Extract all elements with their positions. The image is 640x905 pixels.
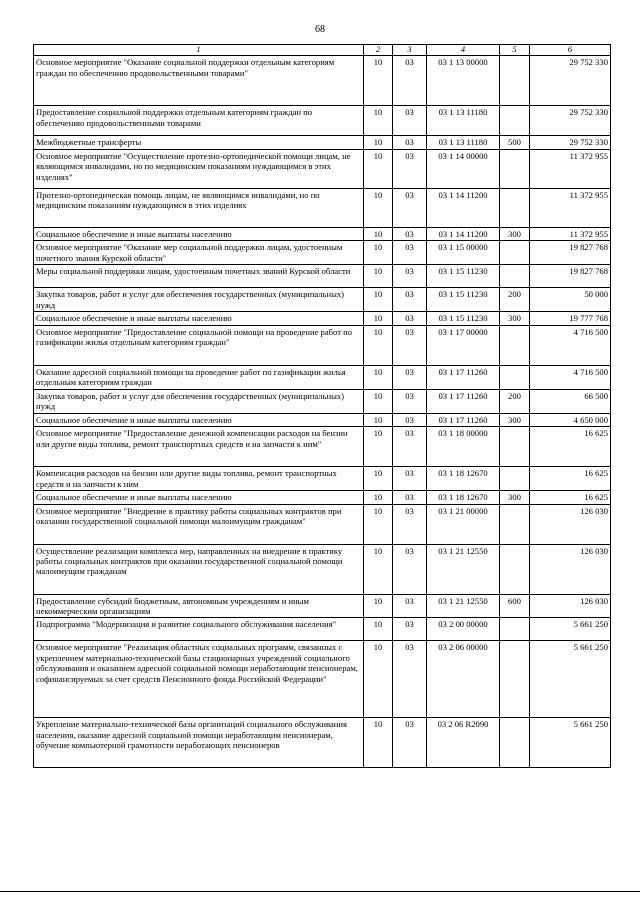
row-name-cell: Социальное обеспечение и иные выплаты населению (34, 413, 364, 426)
row-target-code-cell: 03 1 15 11230 (427, 288, 500, 312)
row-name-cell: Осуществление реализации комплекса мер, направленных на внедрение в практику работы социальных контрактов при оказании государственной социальной помощи малоимущим гражданам (34, 544, 364, 594)
row-expense-type-cell: 600 (500, 594, 530, 618)
row-amount-cell: 19 827 768 (530, 265, 611, 288)
bottom-rule (0, 891, 640, 892)
table-row (34, 594, 611, 618)
row-amount-cell: 16 625 (530, 467, 611, 491)
row-amount-cell: 126 030 (530, 544, 611, 594)
row-name-cell: Основное мероприятие "Осуществление протезно-ортопедической помощи лицам, не являющимся инвалидами, но по медицинским показаниям нуждающимся в этих изделиях" (34, 149, 364, 188)
table-row (34, 504, 611, 544)
row-expense-type-cell (500, 467, 530, 491)
row-name-cell: Социальное обеспечение и иные выплаты населению (34, 491, 364, 504)
table-row (34, 188, 611, 227)
header-col-name: 1 (34, 45, 364, 56)
row-name-cell: Основное мероприятие "Реализация областных социальных программ, связанных с укреплением материально-технической базы стационарных учреждений социального обслуживания и оказанием адресной социальной помощи неработающим пенсионерам, софинансируемых за счет средств Пенсионного фонда Российской Федерации" (34, 641, 364, 718)
row-amount-cell: 19 827 768 (530, 241, 611, 265)
row-target-code-cell: 03 1 17 11260 (427, 413, 500, 426)
table-row (34, 149, 611, 188)
row-subsection-cell: 03 (393, 413, 427, 426)
row-subsection-cell: 03 (393, 491, 427, 504)
row-subsection-cell: 03 (393, 325, 427, 365)
row-name-cell: Основное мероприятие "Оказание мер социальной поддержки лицам, удостоенным почетного звания Курской области" (34, 241, 364, 265)
row-target-code-cell: 03 2 06 R2090 (427, 718, 500, 768)
row-amount-cell: 5 661 250 (530, 618, 611, 641)
table-row (34, 365, 611, 389)
row-amount-cell: 126 030 (530, 594, 611, 618)
row-amount-cell: 126 030 (530, 504, 611, 544)
row-expense-type-cell: 300 (500, 413, 530, 426)
table-row (34, 288, 611, 312)
table-row (34, 325, 611, 365)
row-target-code-cell: 03 1 13 11180 (427, 136, 500, 149)
table-row (34, 641, 611, 718)
table-row (34, 241, 611, 265)
row-section-cell: 10 (364, 389, 393, 413)
row-section-cell: 10 (364, 718, 393, 768)
row-subsection-cell: 03 (393, 241, 427, 265)
table-row (34, 312, 611, 325)
row-target-code-cell: 03 1 21 12550 (427, 544, 500, 594)
row-amount-cell: 50 000 (530, 288, 611, 312)
row-expense-type-cell (500, 241, 530, 265)
row-section-cell: 10 (364, 136, 393, 149)
table-body (34, 56, 611, 768)
row-section-cell: 10 (364, 641, 393, 718)
row-target-code-cell: 03 1 14 11200 (427, 188, 500, 227)
row-target-code-cell: 03 1 17 00000 (427, 325, 500, 365)
row-name-cell: Закупка товаров, работ и услуг для обеспечения государственных (муниципальных) нужд (34, 288, 364, 312)
row-target-code-cell: 03 2 00 00000 (427, 618, 500, 641)
page-number: 68 (315, 24, 325, 35)
table-row (34, 227, 611, 240)
row-section-cell: 10 (364, 413, 393, 426)
row-target-code-cell: 03 1 15 11230 (427, 265, 500, 288)
row-subsection-cell: 03 (393, 56, 427, 106)
row-amount-cell: 5 661 250 (530, 718, 611, 768)
row-name-cell: Социальное обеспечение и иные выплаты населению (34, 227, 364, 240)
table-row (34, 389, 611, 413)
header-row (34, 45, 611, 56)
row-subsection-cell: 03 (393, 106, 427, 136)
row-expense-type-cell: 300 (500, 312, 530, 325)
row-subsection-cell: 03 (393, 594, 427, 618)
row-section-cell: 10 (364, 288, 393, 312)
row-expense-type-cell (500, 106, 530, 136)
row-expense-type-cell (500, 641, 530, 718)
row-subsection-cell: 03 (393, 618, 427, 641)
row-target-code-cell: 03 1 21 12550 (427, 594, 500, 618)
row-expense-type-cell (500, 56, 530, 106)
row-name-cell: Предоставление социальной поддержки отдельным категориям граждан по обеспечению продовольственными товарами (34, 106, 364, 136)
row-name-cell: Основное мероприятие "Предоставление социальной помощи на проведение работ по газификации жилья отдельным категориям граждан" (34, 325, 364, 365)
row-section-cell: 10 (364, 594, 393, 618)
row-subsection-cell: 03 (393, 389, 427, 413)
row-name-cell: Основное мероприятие "Оказание социальной поддержки отдельным категориям граждан по обеспечению продовольственными товарами" (34, 56, 364, 106)
header-col-expense-type: 5 (500, 45, 530, 56)
row-expense-type-cell (500, 427, 530, 467)
row-name-cell: Подпрограмма "Модернизация и развитие социального обслуживания населения" (34, 618, 364, 641)
table-row (34, 427, 611, 467)
table-row (34, 106, 611, 136)
row-section-cell: 10 (364, 312, 393, 325)
row-subsection-cell: 03 (393, 227, 427, 240)
row-name-cell: Компенсация расходов на бензин или другие виды топлива, ремонт транспортных средств и на запчасти к ним (34, 467, 364, 491)
row-target-code-cell: 03 1 18 12670 (427, 467, 500, 491)
row-amount-cell: 5 661 250 (530, 641, 611, 718)
table-header (34, 45, 611, 56)
row-subsection-cell: 03 (393, 427, 427, 467)
row-subsection-cell: 03 (393, 312, 427, 325)
row-amount-cell: 29 752 330 (530, 136, 611, 149)
row-target-code-cell: 03 1 18 12670 (427, 491, 500, 504)
row-section-cell: 10 (364, 544, 393, 594)
row-subsection-cell: 03 (393, 288, 427, 312)
row-expense-type-cell (500, 544, 530, 594)
row-expense-type-cell (500, 504, 530, 544)
row-amount-cell: 11 372 955 (530, 149, 611, 188)
row-name-cell: Основное мероприятие "Предоставление денежной компенсации расходов на бензин или другие виды топлива, ремонт транспортных средств и на запчасти к ним" (34, 427, 364, 467)
row-target-code-cell: 03 1 14 11200 (427, 227, 500, 240)
row-expense-type-cell (500, 265, 530, 288)
row-section-cell: 10 (364, 106, 393, 136)
row-expense-type-cell (500, 618, 530, 641)
header-col-subsection: 3 (393, 45, 427, 56)
header-col-amount: 6 (530, 45, 611, 56)
row-expense-type-cell (500, 325, 530, 365)
row-target-code-cell: 03 1 18 00000 (427, 427, 500, 467)
row-subsection-cell: 03 (393, 265, 427, 288)
row-target-code-cell: 03 1 15 00000 (427, 241, 500, 265)
row-target-code-cell: 03 1 17 11260 (427, 365, 500, 389)
row-name-cell: Основное мероприятие "Внедрение в практику работы социальных контрактов при оказании государственной социальной помощи малоимущим гражданам" (34, 504, 364, 544)
table-row (34, 544, 611, 594)
table-row (34, 467, 611, 491)
row-expense-type-cell: 300 (500, 227, 530, 240)
row-section-cell: 10 (364, 241, 393, 265)
row-name-cell: Межбюджетные трансферты (34, 136, 364, 149)
row-expense-type-cell: 200 (500, 288, 530, 312)
row-target-code-cell: 03 2 06 00000 (427, 641, 500, 718)
row-subsection-cell: 03 (393, 188, 427, 227)
row-name-cell: Укрепление материально-технической базы организаций социального обслуживания населения, оказание адресной социальной помощи неработающим пенсионерам, обучение компьютерной грамотности неработающих пенсионеров (34, 718, 364, 768)
table-row (34, 136, 611, 149)
row-section-cell: 10 (364, 504, 393, 544)
row-target-code-cell: 03 1 13 11180 (427, 106, 500, 136)
row-section-cell: 10 (364, 491, 393, 504)
row-section-cell: 10 (364, 325, 393, 365)
row-name-cell: Предоставление субсидий бюджетным, автономным учреждениям и иным некоммерческим организациям (34, 594, 364, 618)
row-expense-type-cell (500, 365, 530, 389)
row-amount-cell: 16 625 (530, 427, 611, 467)
row-section-cell: 10 (364, 427, 393, 467)
row-subsection-cell: 03 (393, 149, 427, 188)
row-name-cell: Оказание адресной социальной помощи на проведение работ по газификации жилья отдельным категориям граждан (34, 365, 364, 389)
row-expense-type-cell (500, 188, 530, 227)
row-amount-cell: 4 716 500 (530, 325, 611, 365)
row-subsection-cell: 03 (393, 718, 427, 768)
row-name-cell: Социальное обеспечение и иные выплаты населению (34, 312, 364, 325)
table-row (34, 265, 611, 288)
row-subsection-cell: 03 (393, 504, 427, 544)
row-section-cell: 10 (364, 227, 393, 240)
row-target-code-cell: 03 1 21 00000 (427, 504, 500, 544)
row-name-cell: Меры социальной поддержки лицам, удостоенным почетных званий Курской области (34, 265, 364, 288)
row-subsection-cell: 03 (393, 641, 427, 718)
row-section-cell: 10 (364, 56, 393, 106)
table-row (34, 618, 611, 641)
row-section-cell: 10 (364, 618, 393, 641)
row-expense-type-cell (500, 149, 530, 188)
row-section-cell: 10 (364, 149, 393, 188)
row-section-cell: 10 (364, 365, 393, 389)
row-amount-cell: 4 650 000 (530, 413, 611, 426)
header-col-section: 2 (364, 45, 393, 56)
row-amount-cell: 29 752 330 (530, 56, 611, 106)
table-row (34, 718, 611, 768)
row-amount-cell: 11 372 955 (530, 188, 611, 227)
row-amount-cell: 29 752 330 (530, 106, 611, 136)
row-amount-cell: 66 500 (530, 389, 611, 413)
row-expense-type-cell: 500 (500, 136, 530, 149)
row-name-cell: Закупка товаров, работ и услуг для обеспечения государственных (муниципальных) нужд (34, 389, 364, 413)
table-row (34, 491, 611, 504)
row-amount-cell: 16 625 (530, 491, 611, 504)
row-amount-cell: 4 716 500 (530, 365, 611, 389)
budget-table (33, 44, 611, 768)
row-name-cell: Протезно-ортопедическая помощь лицам, не являющимся инвалидами, но по медицинским показаниям нуждающимся в этих изделиях (34, 188, 364, 227)
header-col-target-code: 4 (427, 45, 500, 56)
row-amount-cell: 11 372 955 (530, 227, 611, 240)
row-target-code-cell: 03 1 13 00000 (427, 56, 500, 106)
row-section-cell: 10 (364, 188, 393, 227)
row-target-code-cell: 03 1 14 00000 (427, 149, 500, 188)
row-amount-cell: 19 777 768 (530, 312, 611, 325)
row-target-code-cell: 03 1 15 11230 (427, 312, 500, 325)
row-section-cell: 10 (364, 467, 393, 491)
row-subsection-cell: 03 (393, 544, 427, 594)
row-expense-type-cell: 300 (500, 491, 530, 504)
row-expense-type-cell: 200 (500, 389, 530, 413)
row-section-cell: 10 (364, 265, 393, 288)
row-subsection-cell: 03 (393, 136, 427, 149)
table-row (34, 413, 611, 426)
row-subsection-cell: 03 (393, 467, 427, 491)
row-subsection-cell: 03 (393, 365, 427, 389)
table-row (34, 56, 611, 106)
row-expense-type-cell (500, 718, 530, 768)
row-target-code-cell: 03 1 17 11260 (427, 389, 500, 413)
